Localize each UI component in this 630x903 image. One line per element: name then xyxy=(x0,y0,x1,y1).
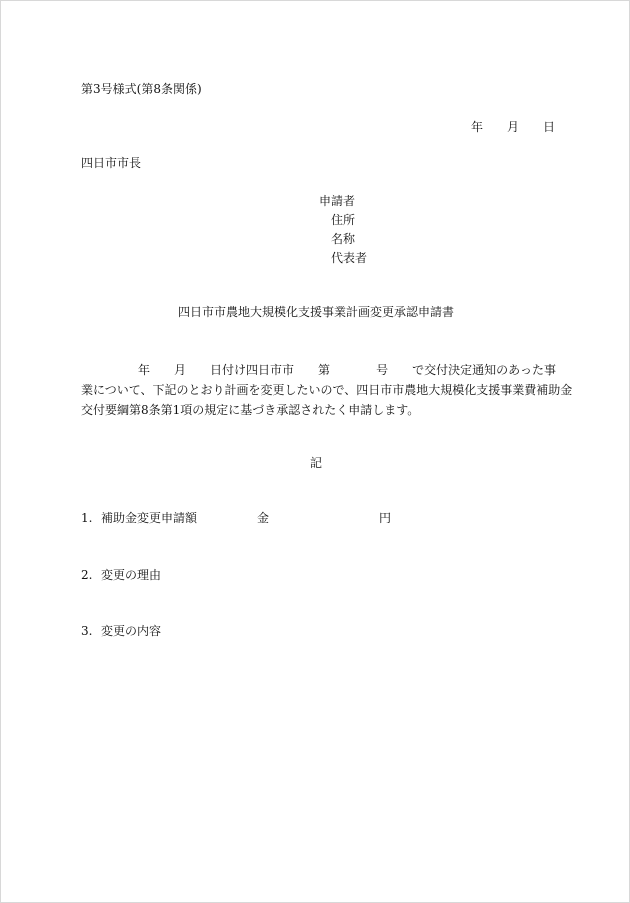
body-paragraph xyxy=(81,360,573,420)
addressee: 四日市市長 xyxy=(81,156,142,170)
applicant-block xyxy=(319,192,367,268)
body-year: 年 xyxy=(138,363,151,377)
item-1 xyxy=(81,510,391,526)
applicant-label: 申請者 xyxy=(319,194,356,208)
body-line-1-tail: で交付決定通知のあった事 xyxy=(412,363,556,377)
body-go: 号 xyxy=(376,363,389,377)
item-3 xyxy=(81,623,161,639)
item-3-label: 変更の内容 xyxy=(101,624,162,638)
body-dated-by: 日付け四日市市 xyxy=(210,363,295,377)
date-year: 年 xyxy=(471,120,484,134)
item-1-kin: 金 xyxy=(257,511,270,525)
body-line-1 xyxy=(81,360,561,380)
item-1-yen: 円 xyxy=(379,511,392,525)
body-line-2: 業について、下記のとおり計画を変更したいので、四日市市農地大規模化支援事業費補助金 xyxy=(81,383,573,397)
body-month: 月 xyxy=(174,363,187,377)
ki-heading: 記 xyxy=(309,456,322,470)
applicant-address-label: 住所 xyxy=(331,213,356,227)
form-number: 第3号様式(第8条関係) xyxy=(81,82,202,96)
item-2-label: 変更の理由 xyxy=(101,568,162,582)
body-line-3: 交付要綱第8条第1項の規定に基づき承認されたく申請します。 xyxy=(81,403,420,417)
body-dai: 第 xyxy=(318,363,331,377)
applicant-name-label: 名称 xyxy=(331,232,356,246)
item-3-number: 3. xyxy=(81,624,93,638)
date-day: 日 xyxy=(543,120,556,134)
item-2 xyxy=(81,567,161,583)
item-1-number: 1. xyxy=(81,511,93,525)
date-month: 月 xyxy=(507,120,520,134)
item-2-number: 2. xyxy=(81,568,93,582)
date-line xyxy=(471,119,555,135)
document-title: 四日市市農地大規模化支援事業計画変更承認申請書 xyxy=(177,305,454,319)
applicant-representative-label: 代表者 xyxy=(331,251,368,265)
item-1-label: 補助金変更申請額 xyxy=(101,511,198,525)
